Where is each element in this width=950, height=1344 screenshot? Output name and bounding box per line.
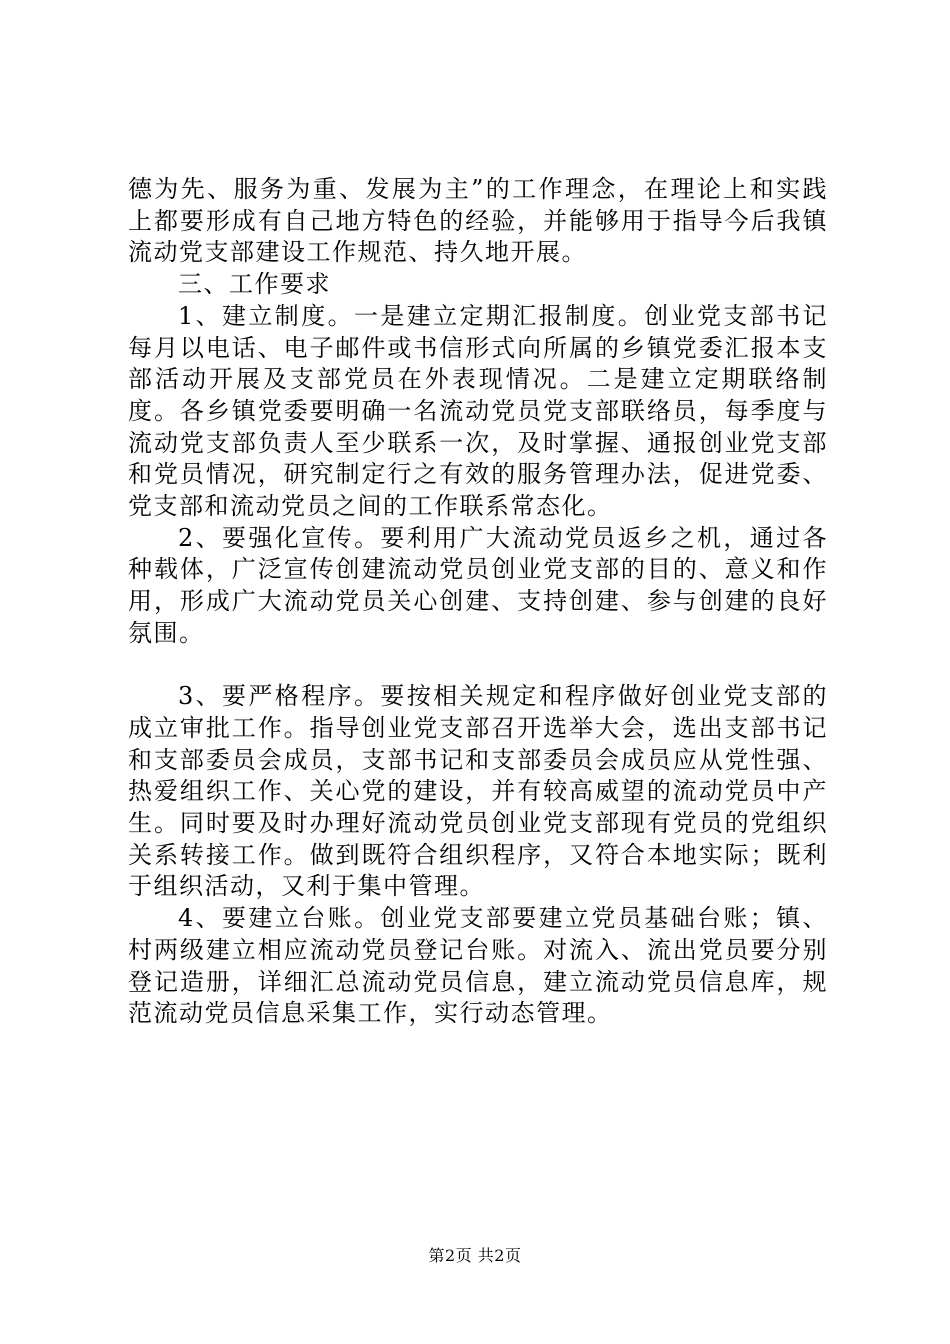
paragraph-establish-system: 1、建立制度。一是建立定期汇报制度。创业党支部书记每月以电话、电子邮件或书信形式向所属的乡镇党委汇报本支部活动开展及支部党员在外表现情况。二是建立定期联络制度。各乡镇党委要明确一名流动党员党支部联络员，每季度与流动党支部负责人至少联系一次，及时掌握、通报创业党支部和党员情况，研究制定行之有效的服务管理办法，促进党委、党支部和流动党员之间的工作联系常态化。 bbox=[128, 301, 828, 521]
page-footer: 第2页 共2页 bbox=[428, 1246, 522, 1265]
paragraph-continuation: 德为先、服务为重、发展为主”的工作理念，在理论上和实践上都要形成有自己地方特色的经验，并能够用于指导今后我镇流动党支部建设工作规范、持久地开展。 bbox=[128, 175, 828, 267]
section-heading-work-requirements: 三、工作要求 bbox=[178, 270, 331, 299]
paragraph-gap bbox=[128, 650, 828, 682]
paragraph-strengthen-publicity: 2、要强化宣传。要利用广大流动党员返乡之机，通过各种载体，广泛宣传创建流动党员创业党支部的目的、意义和作用，形成广大流动党员关心创建、支持创建、参与创建的良好氛围。 bbox=[128, 523, 828, 647]
document-body bbox=[128, 174, 828, 1030]
paragraph-establish-ledger: 4、要建立台账。创业党支部要建立党员基础台账；镇、村两级建立相应流动党员登记台账。对流入、流出党员要分别登记造册，详细汇总流动党员信息，建立流动党员信息库，规范流动党员信息采集工作，实行动态管理。 bbox=[128, 904, 828, 1028]
paragraph-strict-procedure: 3、要严格程序。要按相关规定和程序做好创业党支部的成立审批工作。指导创业党支部召开选举大会，选出支部书记和支部委员会成员，支部书记和支部委员会成员应从党性强、热爱组织工作、关心党的建设，并有较高威望的流动党员中产生。同时要及时办理好流动党员创业党支部现有党员的党组织关系转接工作。做到既符合组织程序，又符合本地实际；既利于组织活动，又利于集中管理。 bbox=[128, 682, 828, 901]
